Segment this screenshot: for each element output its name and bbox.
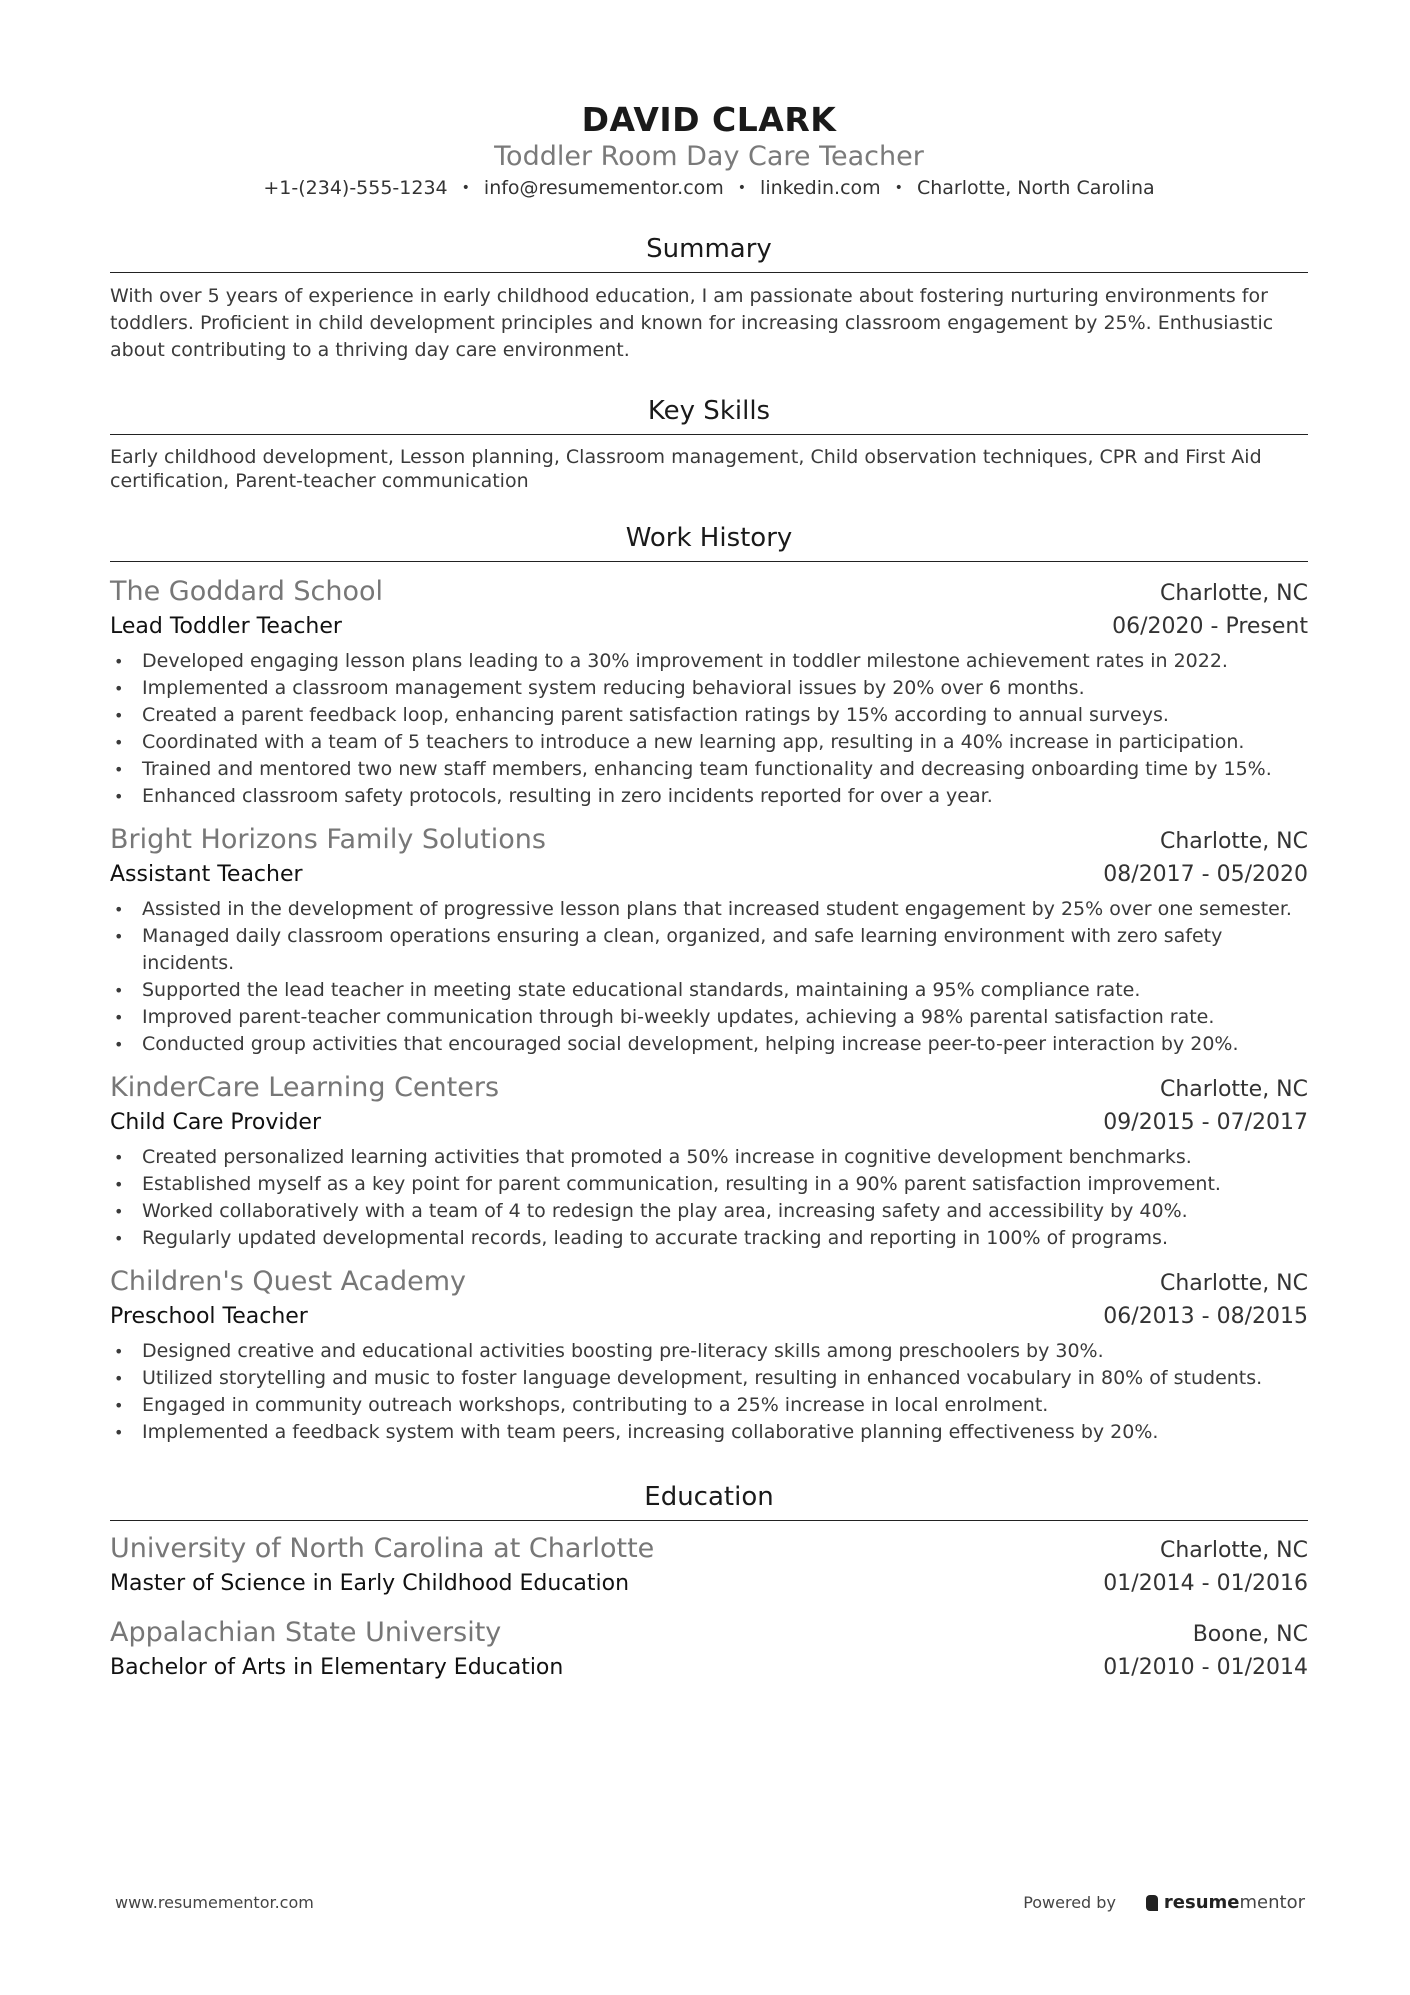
powered-by [1023, 1892, 1305, 1913]
powered-by-label: Powered by [1023, 1893, 1116, 1912]
summary-text: With over 5 years of experience in early childhood education, I am passionate about fostering nurturing environments for toddlers. Proficient in child development principles and known for increasing classroom engagement by 25%. Enthusiastic about contributing to a thriving day care environment. [110, 285, 1274, 361]
edu-school: University of North Carolina at Charlotte [110, 1533, 655, 1564]
job-location: Charlotte, NC [1160, 829, 1308, 854]
bullet-item: • Enhanced classroom safety protocols, resulting in zero incidents reported for over a year. [110, 783, 1308, 810]
work-heading: Work History [110, 521, 1308, 562]
bullet-item: • Improved parent-teacher communication through bi-weekly updates, achieving a 98% parental satisfaction rate. [110, 1004, 1308, 1031]
separator-dot: • [461, 180, 470, 196]
job-bullets [110, 896, 1308, 1058]
bullet-item: • Designed creative and educational activities boosting pre-literacy skills among preschoolers by 30%. [110, 1338, 1308, 1365]
job-role: Preschool Teacher [110, 1304, 308, 1329]
bullet-item: • Managed daily classroom operations ensuring a clean, organized, and safe learning environment with zero safety incidents. [110, 923, 1308, 977]
job-organization: KinderCare Learning Centers [110, 1072, 500, 1103]
job-dates: 08/2017 - 05/2020 [1103, 862, 1308, 887]
brand-name-light: mentor [1239, 1892, 1305, 1913]
contact-linkedin: linkedin.com [760, 177, 881, 199]
bullet-item: • Implemented a feedback system with team peers, increasing collaborative planning effectiveness by 20%. [110, 1419, 1308, 1446]
summary-heading: Summary [110, 232, 1308, 273]
contact-location: Charlotte, North Carolina [916, 177, 1155, 199]
skills-text: Early childhood development, Lesson planning, Classroom management, Child observation techniques, CPR and First Aid certification, Parent-teacher communication [110, 446, 1262, 492]
job-location: Charlotte, NC [1160, 1077, 1308, 1102]
job-bullets [110, 1144, 1308, 1252]
brand-name-bold: resume [1163, 1892, 1240, 1913]
job-role: Assistant Teacher [110, 862, 303, 887]
bullet-item: • Assisted in the development of progressive lesson plans that increased student engagement by 25% over one semester. [110, 896, 1308, 923]
bullet-item: • Trained and mentored two new staff members, enhancing team functionality and decreasing onboarding time by 15%. [110, 756, 1308, 783]
skills-heading: Key Skills [110, 394, 1308, 435]
job-entry [110, 822, 1308, 1058]
job-bullets [110, 1338, 1308, 1446]
contact-line [110, 174, 1308, 202]
edu-degree: Bachelor of Arts in Elementary Education [110, 1655, 564, 1680]
bullet-item: • Implemented a classroom management system reducing behavioral issues by 20% over 6 months. [110, 675, 1308, 702]
separator-dot: • [737, 180, 747, 196]
education-heading: Education [110, 1480, 1308, 1521]
bullet-item: • Created a parent feedback loop, enhancing parent satisfaction ratings by 15% according to annual surveys. [110, 702, 1308, 729]
edu-location: Charlotte, NC [1160, 1538, 1308, 1563]
bullet-item: • Supported the lead teacher in meeting state educational standards, maintaining a 95% compliance rate. [110, 977, 1308, 1004]
bullet-item: • Developed engaging lesson plans leading to a 30% improvement in toddler milestone achievement rates in 2022. [110, 648, 1308, 675]
edu-degree: Master of Science in Early Childhood Education [110, 1571, 630, 1596]
job-location: Charlotte, NC [1160, 1271, 1308, 1296]
job-organization: Children's Quest Academy [110, 1266, 467, 1297]
edu-school: Appalachian State University [110, 1617, 502, 1648]
job-location: Charlotte, NC [1160, 581, 1308, 606]
job-dates: 09/2015 - 07/2017 [1103, 1110, 1308, 1135]
job-dates: 06/2013 - 08/2015 [1103, 1304, 1308, 1329]
job-title: Toddler Room Day Care Teacher [494, 141, 924, 172]
page-footer [115, 1892, 1305, 1913]
job-entry [110, 574, 1308, 810]
bullet-item: • Established myself as a key point for parent communication, resulting in a 90% parent satisfaction improvement. [110, 1171, 1308, 1198]
bullet-item: • Engaged in community outreach workshops, contributing to a 25% increase in local enrolment. [110, 1392, 1308, 1419]
bullet-item: • Conducted group activities that encouraged social development, helping increase peer-to-peer interaction by 20%. [110, 1031, 1308, 1058]
bullet-item: • Worked collaboratively with a team of 4 to redesign the play area, increasing safety and accessibility by 40%. [110, 1198, 1308, 1225]
job-entry [110, 1264, 1308, 1446]
bullet-item: • Coordinated with a team of 5 teachers to introduce a new learning app, resulting in a 40% increase in participation. [110, 729, 1308, 756]
candidate-name: DAVID CLARK [581, 100, 837, 139]
bullet-item: • Utilized storytelling and music to foster language development, resulting in enhanced vocabulary in 80% of students. [110, 1365, 1308, 1392]
education-entry [110, 1531, 1308, 1601]
brand-logo[interactable] [1146, 1892, 1305, 1913]
job-entry [110, 1070, 1308, 1252]
job-organization: Bright Horizons Family Solutions [110, 824, 546, 855]
resume-page [110, 0, 1308, 1685]
contact-email: info@resumementor.com [483, 177, 724, 199]
job-role: Lead Toddler Teacher [110, 614, 342, 639]
job-dates: 06/2020 - Present [1112, 614, 1308, 639]
bullet-item: • Created personalized learning activities that promoted a 50% increase in cognitive development benchmarks. [110, 1144, 1308, 1171]
job-organization: The Goddard School [110, 576, 384, 607]
education-entry [110, 1615, 1308, 1685]
edu-location: Boone, NC [1192, 1622, 1308, 1647]
edu-dates: 01/2014 - 01/2016 [1103, 1571, 1308, 1596]
footer-website-link[interactable]: www.resumementor.com [115, 1893, 314, 1912]
separator-dot: • [894, 180, 903, 196]
bullet-item: • Regularly updated developmental records, leading to accurate tracking and reporting in 100% of programs. [110, 1225, 1308, 1252]
job-role: Child Care Provider [110, 1110, 321, 1135]
job-bullets [110, 648, 1308, 810]
contact-phone: +1-(234)-555-1234 [263, 177, 448, 199]
edu-dates: 01/2010 - 01/2014 [1103, 1655, 1308, 1680]
resumementor-logo-icon [1146, 1895, 1158, 1911]
